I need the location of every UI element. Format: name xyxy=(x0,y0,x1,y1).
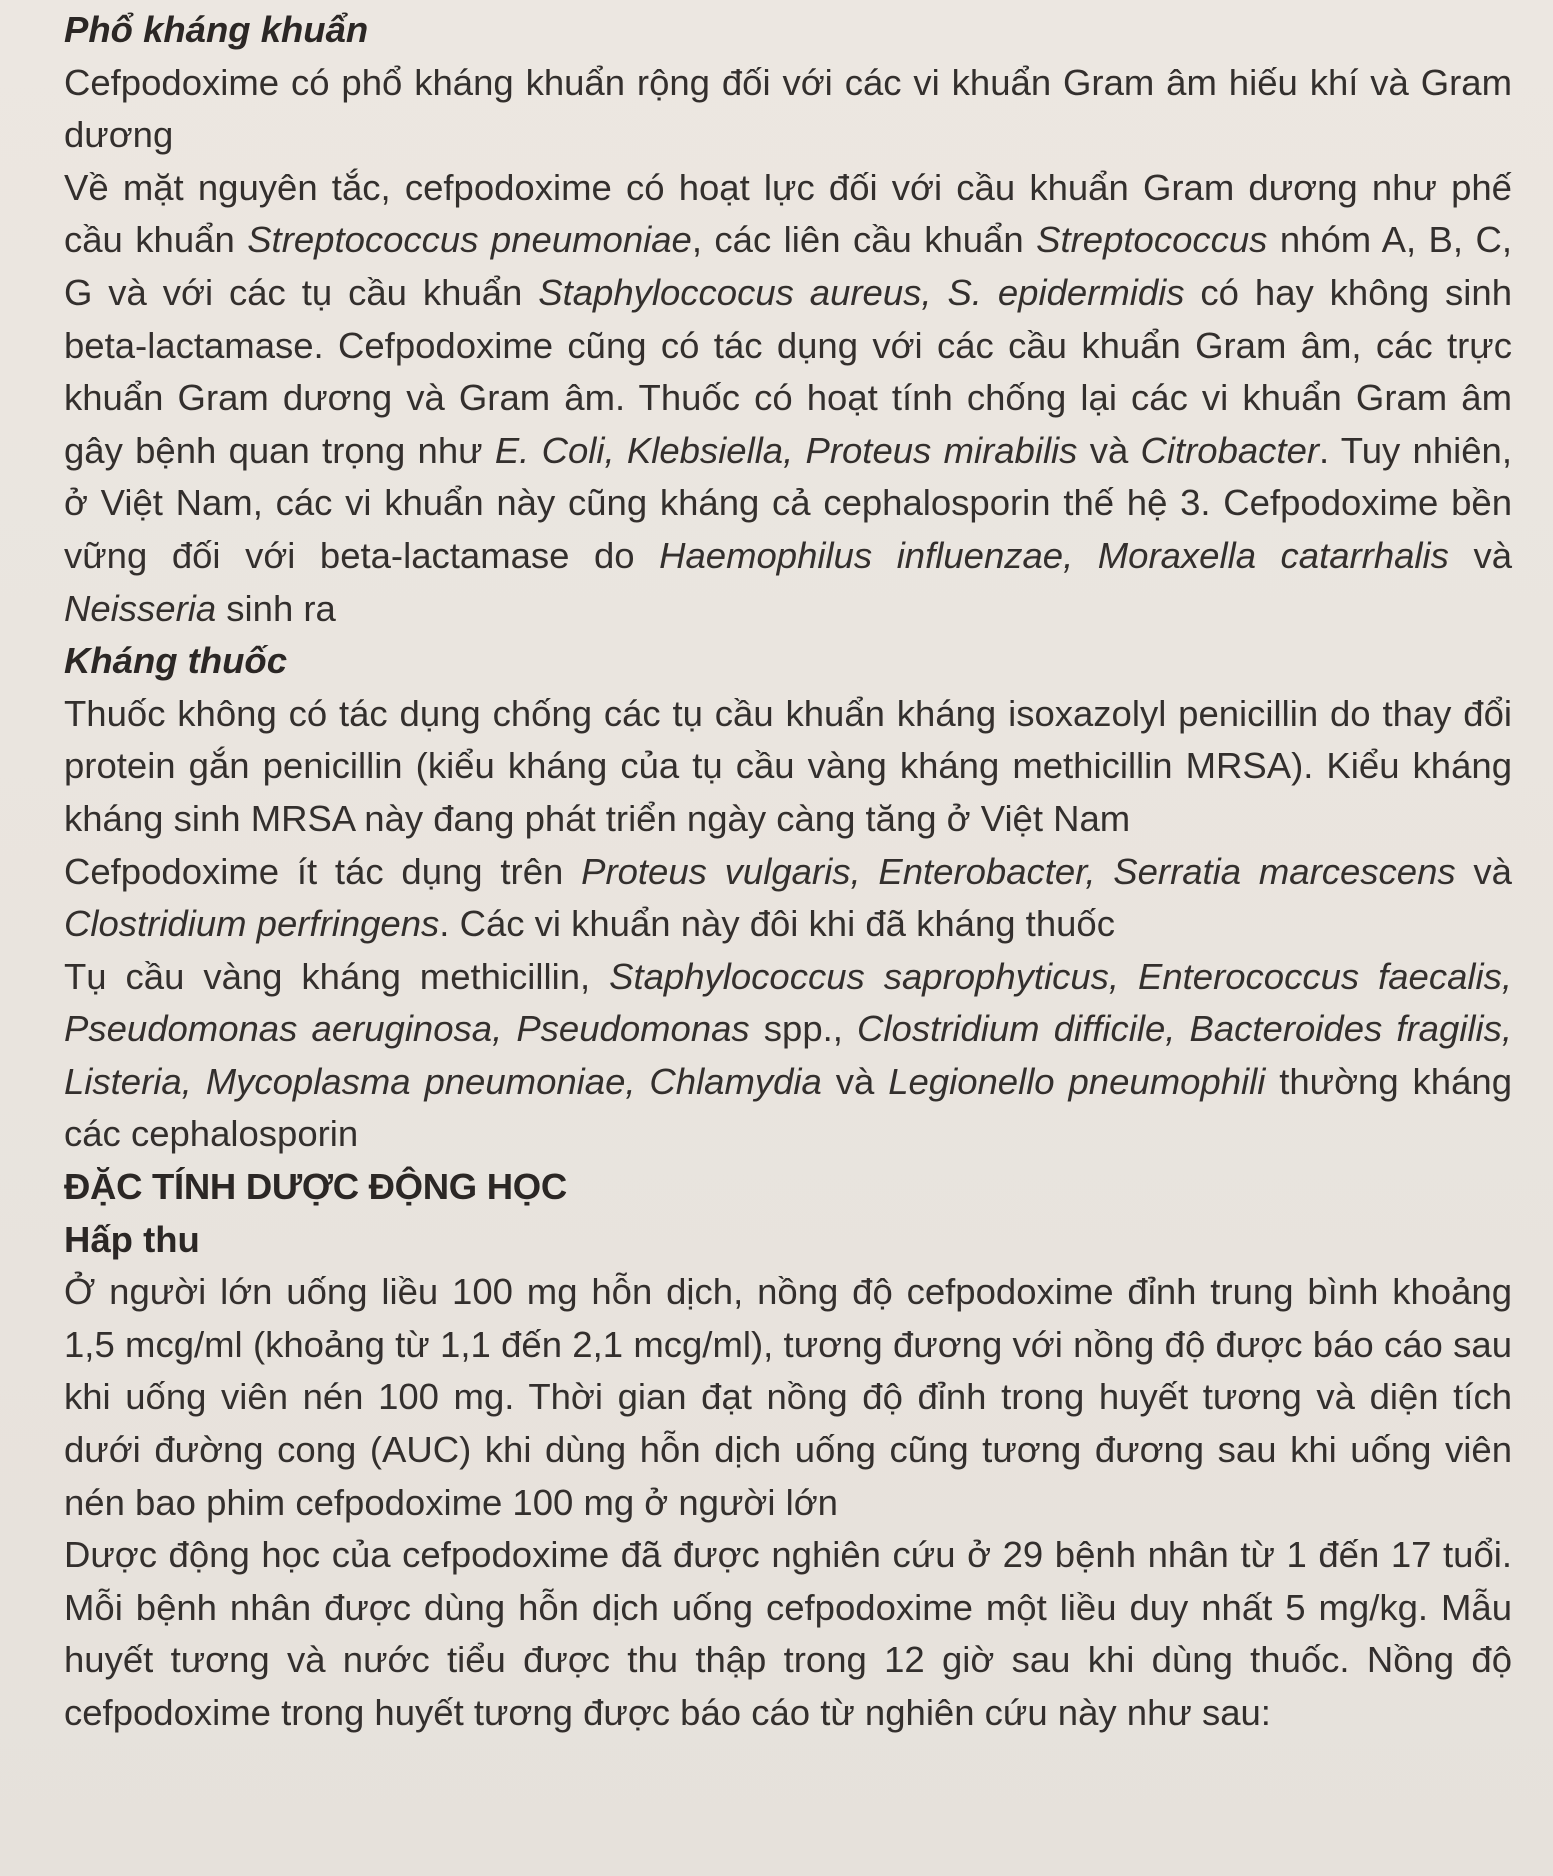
paragraph-2 xyxy=(64,162,1512,635)
italic-text-run: Staphyloccocus aureus, S. epidermidis xyxy=(538,271,1185,313)
italic-text-run: Proteus vulgaris, Enterobacter, Serratia marcescens xyxy=(581,850,1456,892)
document-body xyxy=(64,4,1512,1740)
text-run: . Các vi khuẩn này đôi khi đã kháng thuốc xyxy=(439,903,1115,945)
italic-text-run: Clostridium perfringens xyxy=(64,903,440,945)
text-run: Về mặt nguyên tắc, cefpodoxime có hoạt lực đối với cầu khuẩn Gram dương như phế cầu khuẩn xyxy=(64,166,1512,261)
subsection-heading-pho-khang-khuan: Phổ kháng khuẩn xyxy=(64,9,369,50)
text-run: Thuốc không có tác dụng chống các tụ cầu khuẩn kháng isoxazolyl penicillin do thay đổi protein gắn penicillin (kiểu kháng của tụ cầu vàng kháng methicillin MRSA). Kiểu kháng kháng sinh MRSA này đang phát triển ngày càng tăng ở Việt Nam xyxy=(64,692,1512,839)
text-run: và xyxy=(1448,534,1512,576)
text-run: Cefpodoxime ít tác dụng trên xyxy=(64,850,582,892)
italic-text-run: Citrobacter xyxy=(1140,429,1320,471)
paragraph-6 xyxy=(64,1266,1512,1529)
text-run: Ở người lớn uống liều 100 mg hỗn dịch, nồng độ cefpodoxime đỉnh trung bình khoảng 1,5 mcg/ml (khoảng từ 1,1 đến 2,1 mcg/ml), tương đương với nồng độ được báo cáo sau khi uống viên nén 100 mg. Thời gian đạt nồng độ đỉnh trong huyết tương và diện tích dưới đường cong (AUC) khi dùng hỗn dịch uống cũng tương đương sau khi uống viên nén bao phim cefpodoxime 100 mg ở người lớn xyxy=(64,1271,1512,1523)
italic-text-run: Legionello pneumophili xyxy=(888,1060,1266,1102)
paragraph-1 xyxy=(64,57,1512,162)
text-run: Cefpodoxime có phổ kháng khuẩn rộng đối với các vi khuẩn Gram âm hiếu khí và Gram dương xyxy=(64,61,1512,156)
paragraph-5 xyxy=(64,951,1512,1161)
text-run: nhóm A, B, C, G và với các tụ cầu khuẩn xyxy=(64,219,1512,313)
italic-text-run: Streptococcus pneumoniae xyxy=(247,219,692,261)
italic-text-run: Haemophilus influenzae, Moraxella catarrhalis xyxy=(659,534,1449,576)
paragraph-7 xyxy=(64,1529,1512,1739)
text-run: , các liên cầu khuẩn xyxy=(691,219,1037,261)
text-run: có hay không sinh beta-lactamase. Cefpodoxime cũng có tác dụng với các cầu khuẩn Gram âm, các trực khuẩn Gram dương và Gram âm. Thuốc có hoạt tính chống lại các vi khuẩn Gram âm gây bệnh quan trọng như xyxy=(64,271,1513,471)
text-run: thường kháng các cephalosporin xyxy=(64,1060,1512,1155)
italic-text-run: E. Coli, Klebsiella, Proteus mirabilis xyxy=(494,429,1078,471)
subsection-heading-khang-thuoc: Kháng thuốc xyxy=(64,640,288,682)
italic-text-run: Neisseria xyxy=(64,587,217,629)
text-run: sinh ra xyxy=(216,587,336,629)
text-run: spp., xyxy=(749,1008,858,1050)
text-run: và xyxy=(1077,429,1141,471)
text-run: . Tuy nhiên, ở Việt Nam, các vi khuẩn này cũng kháng cả cephalosporin thế hệ 3. Cefpodoxime bền vững đối với beta-lactamase do xyxy=(64,429,1512,576)
italic-text-run: Clostridium difficile, Bacteroides fragilis, Listeria, Mycoplasma pneumoniae, Chlamydia xyxy=(64,1008,1512,1102)
text-run: Dược động học của cefpodoxime đã được nghiên cứu ở 29 bệnh nhân từ 1 đến 17 tuổi. Mỗi bệnh nhân được dùng hỗn dịch uống cefpodoxime một liều duy nhất 5 mg/kg. Mẫu huyết tương và nước tiểu được thu thập trong 12 giờ sau khi dùng thuốc. Nồng độ cefpodoxime trong huyết tương được báo cáo từ nghiên cứu này như sau: xyxy=(64,1534,1512,1733)
text-run: và xyxy=(1455,850,1512,892)
text-run: và xyxy=(821,1060,889,1102)
subsection-heading-hap-thu: Hấp thu xyxy=(64,1218,200,1260)
paragraph-3 xyxy=(64,688,1512,846)
section-title-dac-tinh-duoc-dong-hoc: ĐẶC TÍNH DƯỢC ĐỘNG HỌC xyxy=(64,1166,567,1208)
italic-text-run: Staphylococcus saprophyticus, Enterococcus faecalis, Pseudomonas aeruginosa, Pseudomonas xyxy=(64,955,1512,1050)
italic-text-run: Streptococcus xyxy=(1036,219,1268,261)
text-run: Tụ cầu vàng kháng methicillin, xyxy=(64,955,610,997)
paragraph-4 xyxy=(64,846,1512,951)
